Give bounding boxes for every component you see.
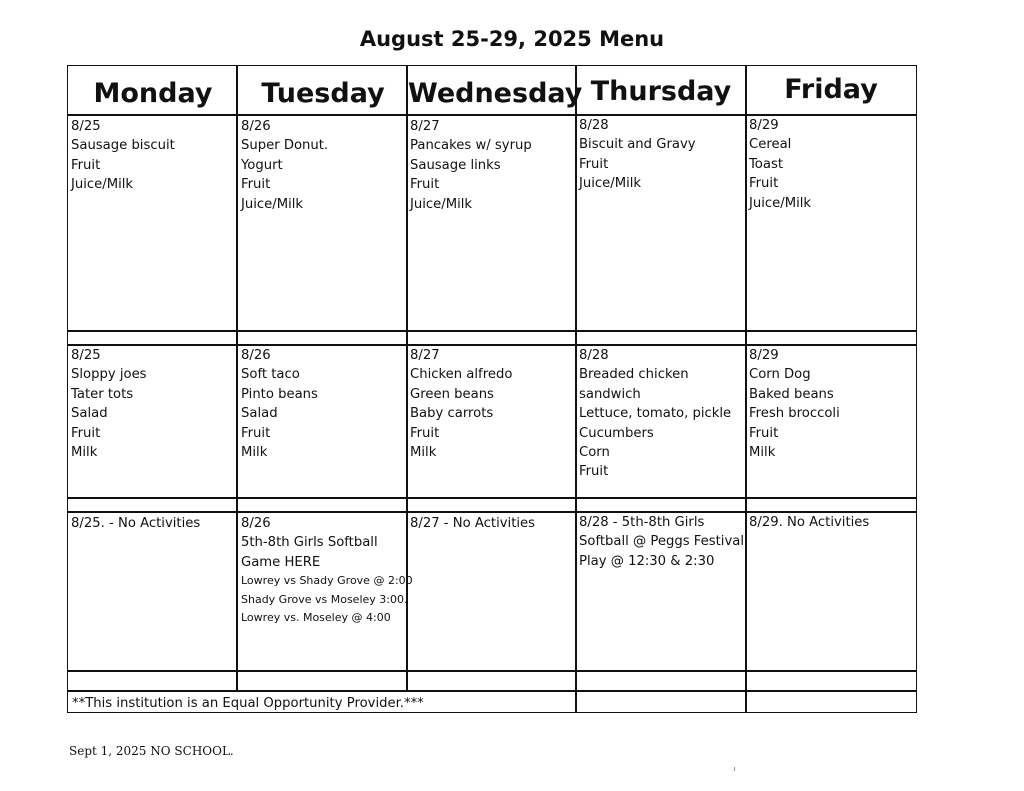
header-monday: Monday xyxy=(93,78,213,109)
scan-speck xyxy=(734,767,735,771)
lunch-monday: 8/25 Sloppy joes Tater tots Salad Fruit Milk xyxy=(71,348,147,461)
no-school-note: Sept 1, 2025 NO SCHOOL. xyxy=(69,744,234,758)
activities-wednesday: 8/27 - No Activities xyxy=(410,516,536,531)
breakfast-tuesday: 8/26 Super Donut. Yogurt Fruit Juice/Milk xyxy=(241,119,329,212)
equal-opportunity-footer: **This institution is an Equal Opportunity Provider.*** xyxy=(72,696,424,711)
breakfast-thursday: 8/28 Biscuit and Gravy Fruit Juice/Milk xyxy=(579,118,696,192)
breakfast-monday: 8/25 Sausage biscuit Fruit Juice/Milk xyxy=(71,119,175,193)
lunch-tuesday: 8/26 Soft taco Pinto beans Salad Fruit Milk xyxy=(241,348,318,461)
header-wednesday: Wednesday xyxy=(408,78,583,109)
breakfast-wednesday: 8/27 Pancakes w/ syrup Sausage links Fruit Juice/Milk xyxy=(410,119,532,212)
header-friday: Friday xyxy=(784,74,878,105)
menu-table xyxy=(67,65,917,713)
lunch-friday: 8/29 Corn Dog Baked beans Fresh broccoli Fruit Milk xyxy=(749,348,840,461)
activities-tuesday: 8/26 5th-8th Girls Softball Game HERE Lowrey vs Shady Grove @ 2:00 Shady Grove vs Moseley 3:00. Lowrey vs. Moseley @ 4:00 xyxy=(241,516,413,625)
activities-thursday: 8/28 - 5th-8th Girls Softball @ Peggs Festival Play @ 12:30 & 2:30 xyxy=(579,515,745,569)
activities-monday: 8/25. - No Activities xyxy=(71,516,201,531)
header-thursday: Thursday xyxy=(590,76,732,107)
lunch-thursday: 8/28 Breaded chicken sandwich Lettuce, tomato, pickle Cucumbers Corn Fruit xyxy=(579,348,732,480)
breakfast-friday: 8/29 Cereal Toast Fruit Juice/Milk xyxy=(749,118,812,211)
page-title: August 25-29, 2025 Menu xyxy=(359,27,665,51)
lunch-wednesday: 8/27 Chicken alfredo Green beans Baby carrots Fruit Milk xyxy=(410,348,513,461)
activities-friday: 8/29. No Activities xyxy=(749,515,870,530)
header-tuesday: Tuesday xyxy=(261,78,385,109)
